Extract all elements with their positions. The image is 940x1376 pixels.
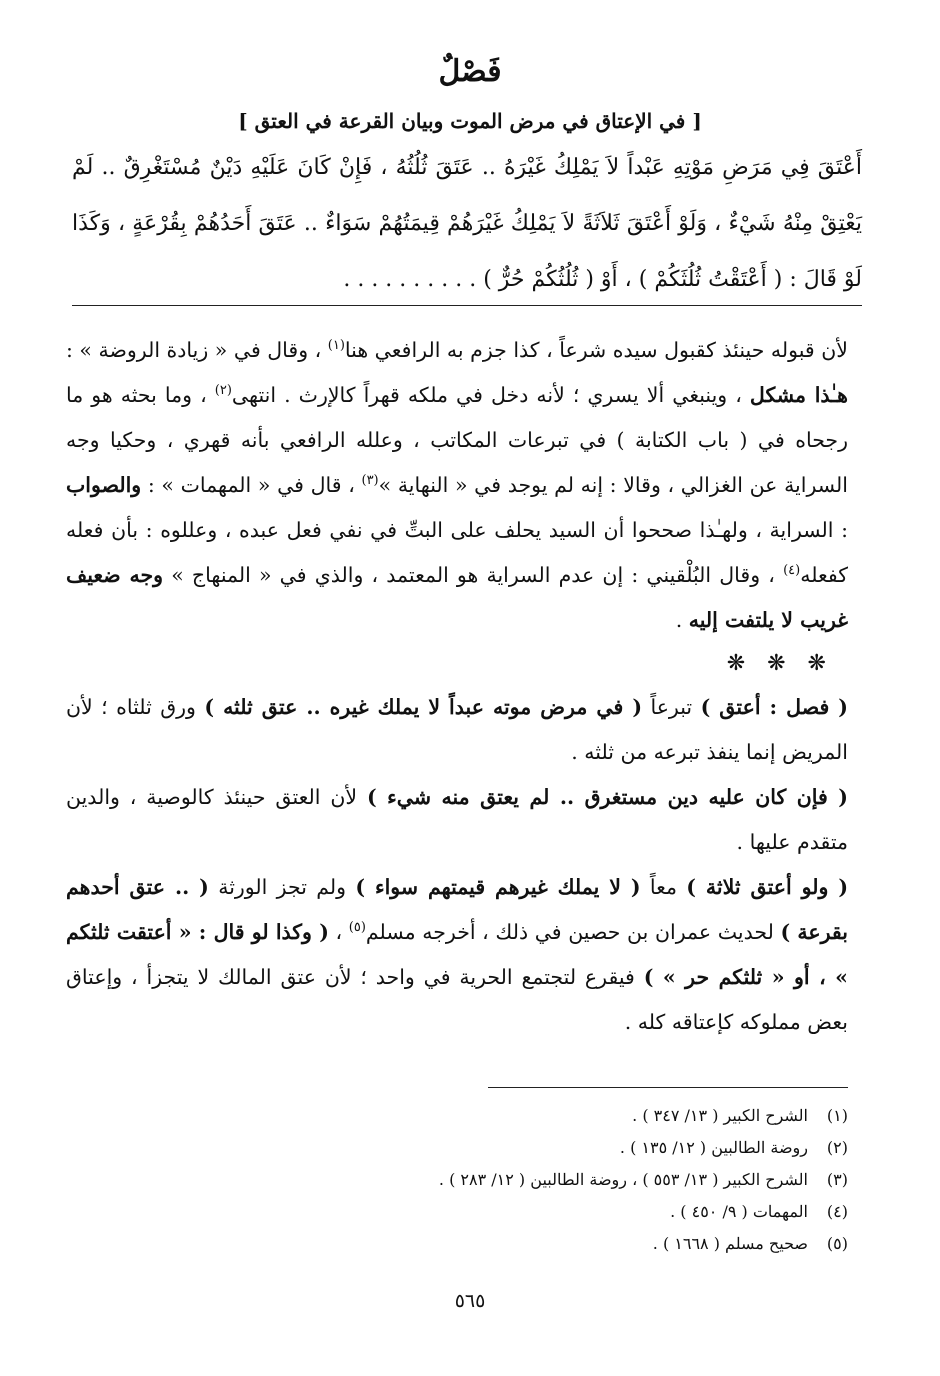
footnote-text: المهمات ( ٩/ ٤٥٠ ) . — [670, 1202, 808, 1221]
footnote-item — [80, 1132, 848, 1164]
page-number: ٥٦٥ — [454, 1290, 486, 1312]
footnote-text: صحيح مسلم ( ١٦٦٨ ) . — [652, 1234, 808, 1253]
commentary-paragraph-4: ( ولو أعتق ثلاثة ) معاً ( لا يملك غيرهم قيمتهم سواء ) ولم تجز الورثة ( .. عتق أحدهم بقرعة ) لحديث عمران بن حصين في ذلك ، أخرجه مسلم$^{(٥)}$ ، ( وكذا لو قال : « أعتقت ثلثكم » ، أو « ثلثكم حر » ) فيقرع لتجتمع الحرية في واحد ؛ لأن عتق المالك لا يتجزأ ، وإعتاق بعض مملوكه كإعتاقه كله . — [66, 875, 849, 1034]
matn-paragraph: أَعْتَقَ فِي مَرَضِ مَوْتِهِ عَبْداً لاَ يَمْلِكُ غَيْرَهُ .. عَتَقَ ثُلُثُهُ ، فَإِنْ كَانَ عَلَيْهِ دَيْنٌ مُسْتَغْرِقٌ .. لَمْ يَعْتِقْ مِنْهُ شَيْءٌ ، وَلَوْ أَعْتَقَ ثَلاَثَةً لاَ يَمْلِكُ غَيْرَهُمْ قِيمَتُهُمْ سَوَاءٌ .. عَتَقَ أَحَدُهُمْ بِقُرْعَةٍ ، وَكَذَا لَوْ قَالَ : ( أَعْتَقْتُ ثُلُثَكُمْ ) ، أَوْ ( ثُلُثُكُمْ حُرٌّ ) . . . . . . . . . . — [72, 155, 862, 292]
footnote-number: (١) — [826, 1106, 848, 1125]
footnote-item — [80, 1164, 848, 1196]
section-separator-stars: ❋❋❋ — [726, 651, 848, 676]
footnote-ref-5[interactable]: (٥) — [348, 920, 366, 936]
matn-text — [72, 140, 862, 308]
commentary-paragraph-3: ( فإن كان عليه دين مستغرق .. لم يعتق منه شيء ) لأن العتق حينئذ كالوصية ، والدين متقدم عليها . — [66, 785, 849, 854]
matn-divider — [72, 305, 862, 306]
footnote-number: (٣) — [826, 1170, 848, 1189]
footnotes-list — [80, 1100, 848, 1260]
section-subheading: [ في الإعتاق في مرض الموت وبيان القرعة في العتق ] — [238, 109, 702, 133]
footnote-text: الشرح الكبير ( ١٣/ ٣٤٧ ) . — [632, 1106, 808, 1125]
commentary-paragraph-2: ( فصل : أعتق ) تبرعاً ( في مرض موته عبداً لا يملك غيره .. عتق ثلثه ) ورق ثلثاه ؛ لأن المريض إنما ينفذ تبرعه من ثلثه . — [66, 695, 849, 764]
commentary-text — [66, 328, 848, 1045]
footnote-divider — [488, 1087, 848, 1088]
footnote-ref-4[interactable]: (٤) — [783, 563, 801, 579]
footnote-item — [80, 1228, 848, 1260]
footnote-text: الشرح الكبير ( ١٣/ ٥٥٣ ) ، روضة الطالبين ( ١٢/ ٢٨٣ ) . — [438, 1170, 808, 1189]
section-heading: فَصْلٌ — [438, 54, 502, 89]
footnote-number: (٤) — [826, 1202, 848, 1221]
footnote-ref-3[interactable]: (٣) — [361, 473, 379, 489]
footnote-text: روضة الطالبين ( ١٢/ ١٣٥ ) . — [619, 1138, 808, 1157]
footnote-number: (٥) — [826, 1234, 848, 1253]
footnote-ref-1[interactable]: (١) — [327, 338, 345, 354]
footnote-item — [80, 1100, 848, 1132]
footnote-ref-2[interactable]: (٢) — [214, 383, 232, 399]
footnote-number: (٢) — [826, 1138, 848, 1157]
commentary-paragraph-1: لأن قبوله حينئذ كقبول سيده شرعاً ، كذا جزم به الرافعي هنا$^{(١)}$ ، وقال في « زيادة الروضة » : هـٰذا مشكل ، وينبغي ألا يسري ؛ لأنه دخل في ملكه قهراً كالإرث . انتهى$^{(٢)}$ ، وما بحثه هو ما رجحاه في ( باب الكتابة ) في تبرعات المكاتب ، وعلله الرافعي بأنه قهري ، وحكيا وجه السراية عن الغزالي ، وقالا : إنه لم يوجد في « النهاية »$^{(٣)}$ ، قال في « المهمات » : والصواب : السراية ، ولهـٰذا صححوا أن السيد يحلف على البتِّ في نفي فعل عبده ، وعللوه : بأن فعله كفعله$^{(٤)}$ ، وقال البُلْقيني : إن عدم السراية هو المعتمد ، والذي في « المنهاج » وجه ضعيف غريب لا يلتفت إليه . — [66, 338, 848, 632]
footnote-item — [80, 1196, 848, 1228]
